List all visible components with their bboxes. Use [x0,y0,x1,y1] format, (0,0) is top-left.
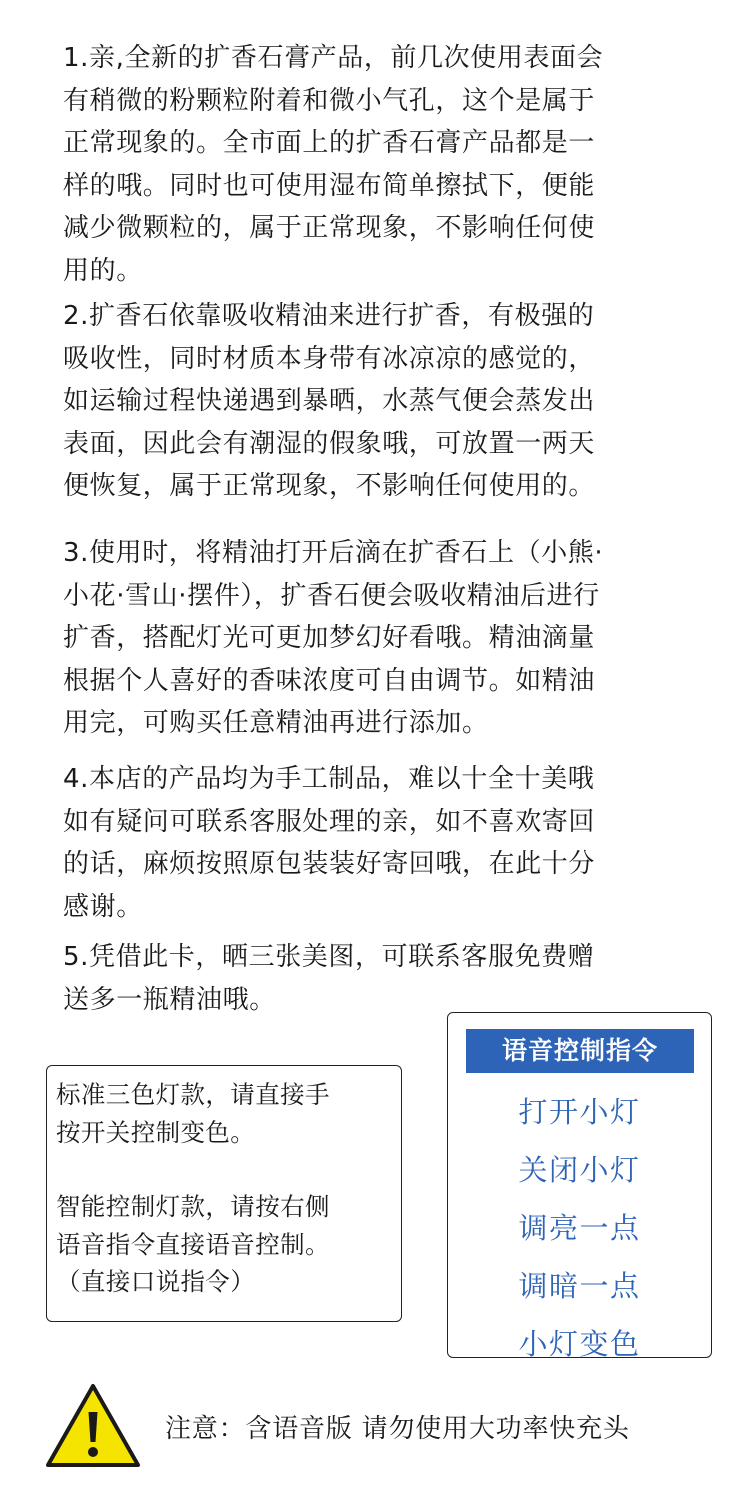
warning-triangle-icon [44,1382,142,1470]
standard-light-instruction: 标准三色灯款，请直接手 按开关控制变色。 [56,1080,330,1147]
notice-paragraph-5: 5.凭借此卡，晒三张美图，可联系客服免费赠 送多一瓶精油哦。 [63,942,595,1015]
notice-paragraph-4: 4.本店的产品均为手工制品，难以十全十美哦 如有疑问可联系客服处理的亲，如不喜欢寄回 的话，麻烦按照原包装装好寄回哦，在此十分 感谢。 [63,764,596,922]
notice-paragraph-1: 1.亲,全新的扩香石膏产品，前几次使用表面会 有稍微的粉颗粒附着和微小气孔，这个是属于 正常现象的。全市面上的扩香石膏产品都是一 样的哦。同时也可使用湿布简单擦拭下，便能 减少微颗粒的，属于正常现象，不影响任何使 用的。 [63,43,604,286]
smart-light-instruction: 智能控制灯款，请按右侧 语音指令直接语音控制。 （直接口说指令） [56,1192,330,1296]
voice-command-item: 调亮一点 [518,1211,641,1245]
light-instructions-box [46,1065,402,1322]
notice-paragraph-2: 2.扩香石依靠吸收精油来进行扩香，有极强的 吸收性，同时材质本身带有冰凉凉的感觉的， 如运输过程快递遇到暴晒，水蒸气便会蒸发出 表面，因此会有潮湿的假象哦，可放置一两天 便恢复，属于正常现象，不影响任何使用的。 [63,301,596,501]
warning-text: 注意：含语音版 请勿使用大功率快充头 [165,1414,630,1444]
voice-commands-box [447,1012,712,1361]
notice-paragraph-3: 3.使用时，将精油打开后滴在扩香石上（小熊· 小花·雪山·摆件），扩香石便会吸收精油后进行 扩香，搭配灯光可更加梦幻好看哦。精油滴量 根据个人喜好的香味浓度可自由调节。如精油 用完，可购买任意精油再进行添加。 [63,538,604,738]
voice-commands-title: 语音控制指令 [466,1029,694,1073]
voice-command-item: 打开小灯 [518,1095,641,1129]
voice-command-list [448,1096,711,1386]
voice-command-item: 关闭小灯 [518,1153,641,1187]
voice-command-item: 小灯变色 [518,1327,641,1361]
voice-command-item: 调暗一点 [518,1269,641,1303]
